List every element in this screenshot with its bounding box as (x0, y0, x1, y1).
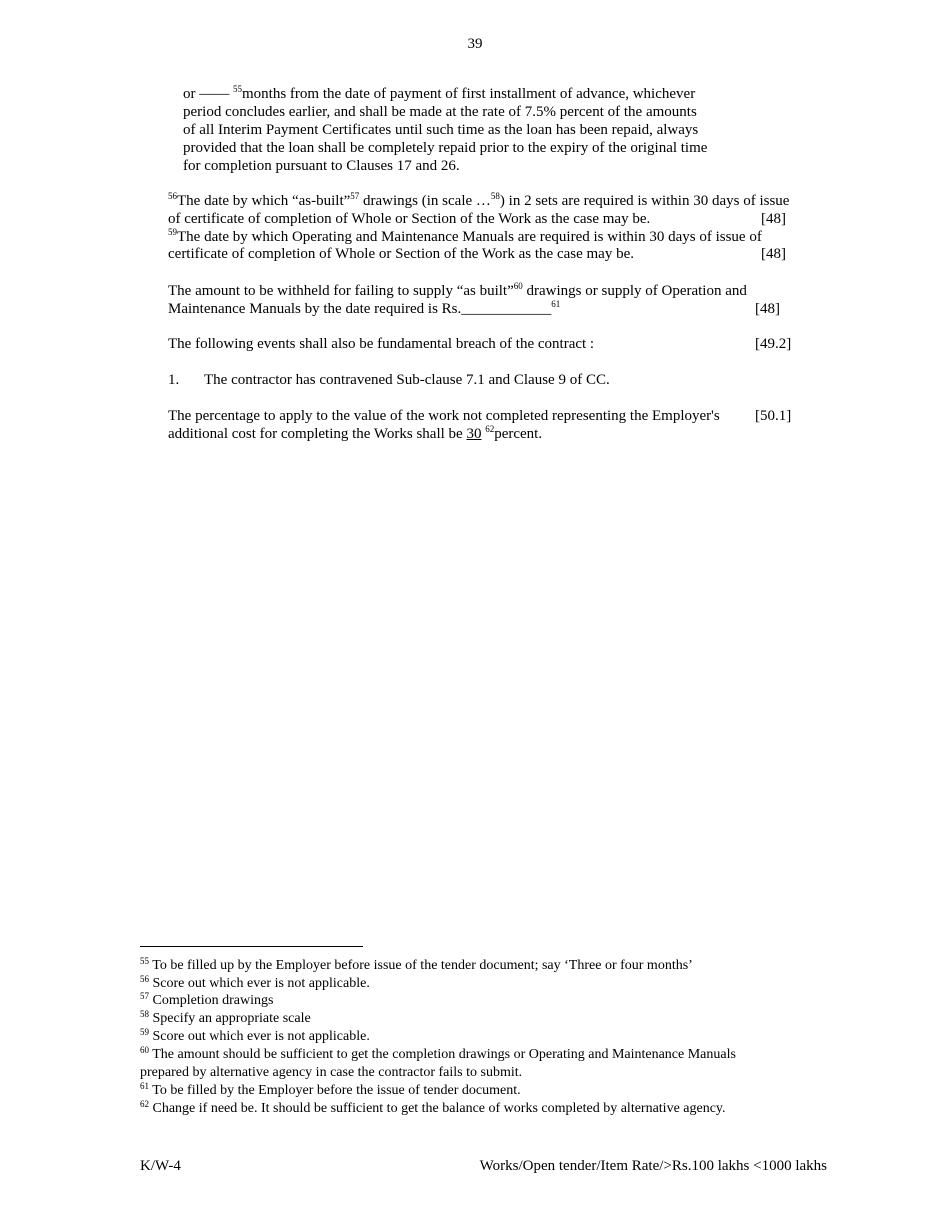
clause-ref: [48] (755, 301, 780, 317)
as-built-line-3: $^{59}$The date by which Operating and Maintenance Manuals are required is within 30 days of issue of (168, 227, 762, 245)
percentage-line-1: The percentage to apply to the value of the work not completed representing the Employer's (168, 408, 720, 424)
footnote: $^{58}$ Specify an appropriate scale (140, 1009, 311, 1026)
footnote: $^{57}$ Completion drawings (140, 991, 274, 1008)
advance-line-5: for completion pursuant to Clauses 17 and 26. (183, 158, 460, 174)
advance-line-4: provided that the loan shall be completely repaid prior to the expiry of the original time (183, 140, 708, 156)
breach-item-text: The contractor has contravened Sub-clause 7.1 and Clause 9 of CC. (204, 372, 610, 388)
advance-line-2: period concludes earlier, and shall be made at the rate of 7.5% percent of the amounts (183, 104, 697, 120)
as-built-line-4: certificate of completion of Whole or Section of the Work as the case may be. (168, 246, 634, 262)
breach-paragraph: The following events shall also be fundamental breach of the contract : (168, 336, 595, 352)
withheld-line-1: The amount to be withheld for failing to supply “as built”$^{60}$ drawings or supply of Operation and (168, 281, 747, 299)
page-number: 39 (467, 36, 483, 52)
footnote-separator (140, 946, 363, 947)
footnote: $^{62}$ Change if need be. It should be sufficient to get the balance of works completed by alternative agency. (140, 1099, 726, 1116)
clause-ref: [49.2] (755, 336, 792, 352)
breach-item-number: 1. (168, 372, 180, 388)
footnote: $^{55}$ To be filled up by the Employer before issue of the tender document; say ‘Three or four months’ (140, 956, 693, 973)
withheld-line-2: Maintenance Manuals by the date required is Rs.____________$^{61}$ (168, 299, 561, 317)
footnote: $^{59}$ Score out which ever is not applicable. (140, 1027, 370, 1044)
advance-line-3: of all Interim Payment Certificates until such time as the loan has been repaid, always (183, 122, 699, 138)
clause-ref: [48] (761, 246, 786, 262)
clause-ref: [50.1] (755, 408, 792, 424)
footnote: $^{60}$ The amount should be sufficient to get the completion drawings or Operating and Maintenance Manuals (140, 1045, 736, 1062)
as-built-line-1: $^{56}$The date by which “as-built”$^{57}$ drawings (in scale …$^{58}$) in 2 sets are required is within 30 days of issue (168, 191, 790, 209)
percentage-value: 30 (466, 426, 482, 442)
percentage-line-2: additional cost for completing the Works shall be 30 $^{62}$percent. (168, 424, 543, 442)
footer-left: K/W-4 (140, 1158, 181, 1174)
clause-ref: [48] (761, 211, 786, 227)
as-built-line-2: of certificate of completion of Whole or Section of the Work as the case may be. (168, 211, 651, 227)
footnote: prepared by alternative agency in case the contractor fails to submit. (140, 1065, 523, 1080)
footnote: $^{61}$ To be filled by the Employer before the issue of tender document. (140, 1081, 521, 1098)
footnote: $^{56}$ Score out which ever is not applicable. (140, 974, 370, 991)
footer-right: Works/Open tender/Item Rate/>Rs.100 lakhs <1000 lakhs (479, 1158, 827, 1174)
advance-line-1: or —— $^{55}$months from the date of payment of first installment of advance, whichever (183, 84, 696, 102)
